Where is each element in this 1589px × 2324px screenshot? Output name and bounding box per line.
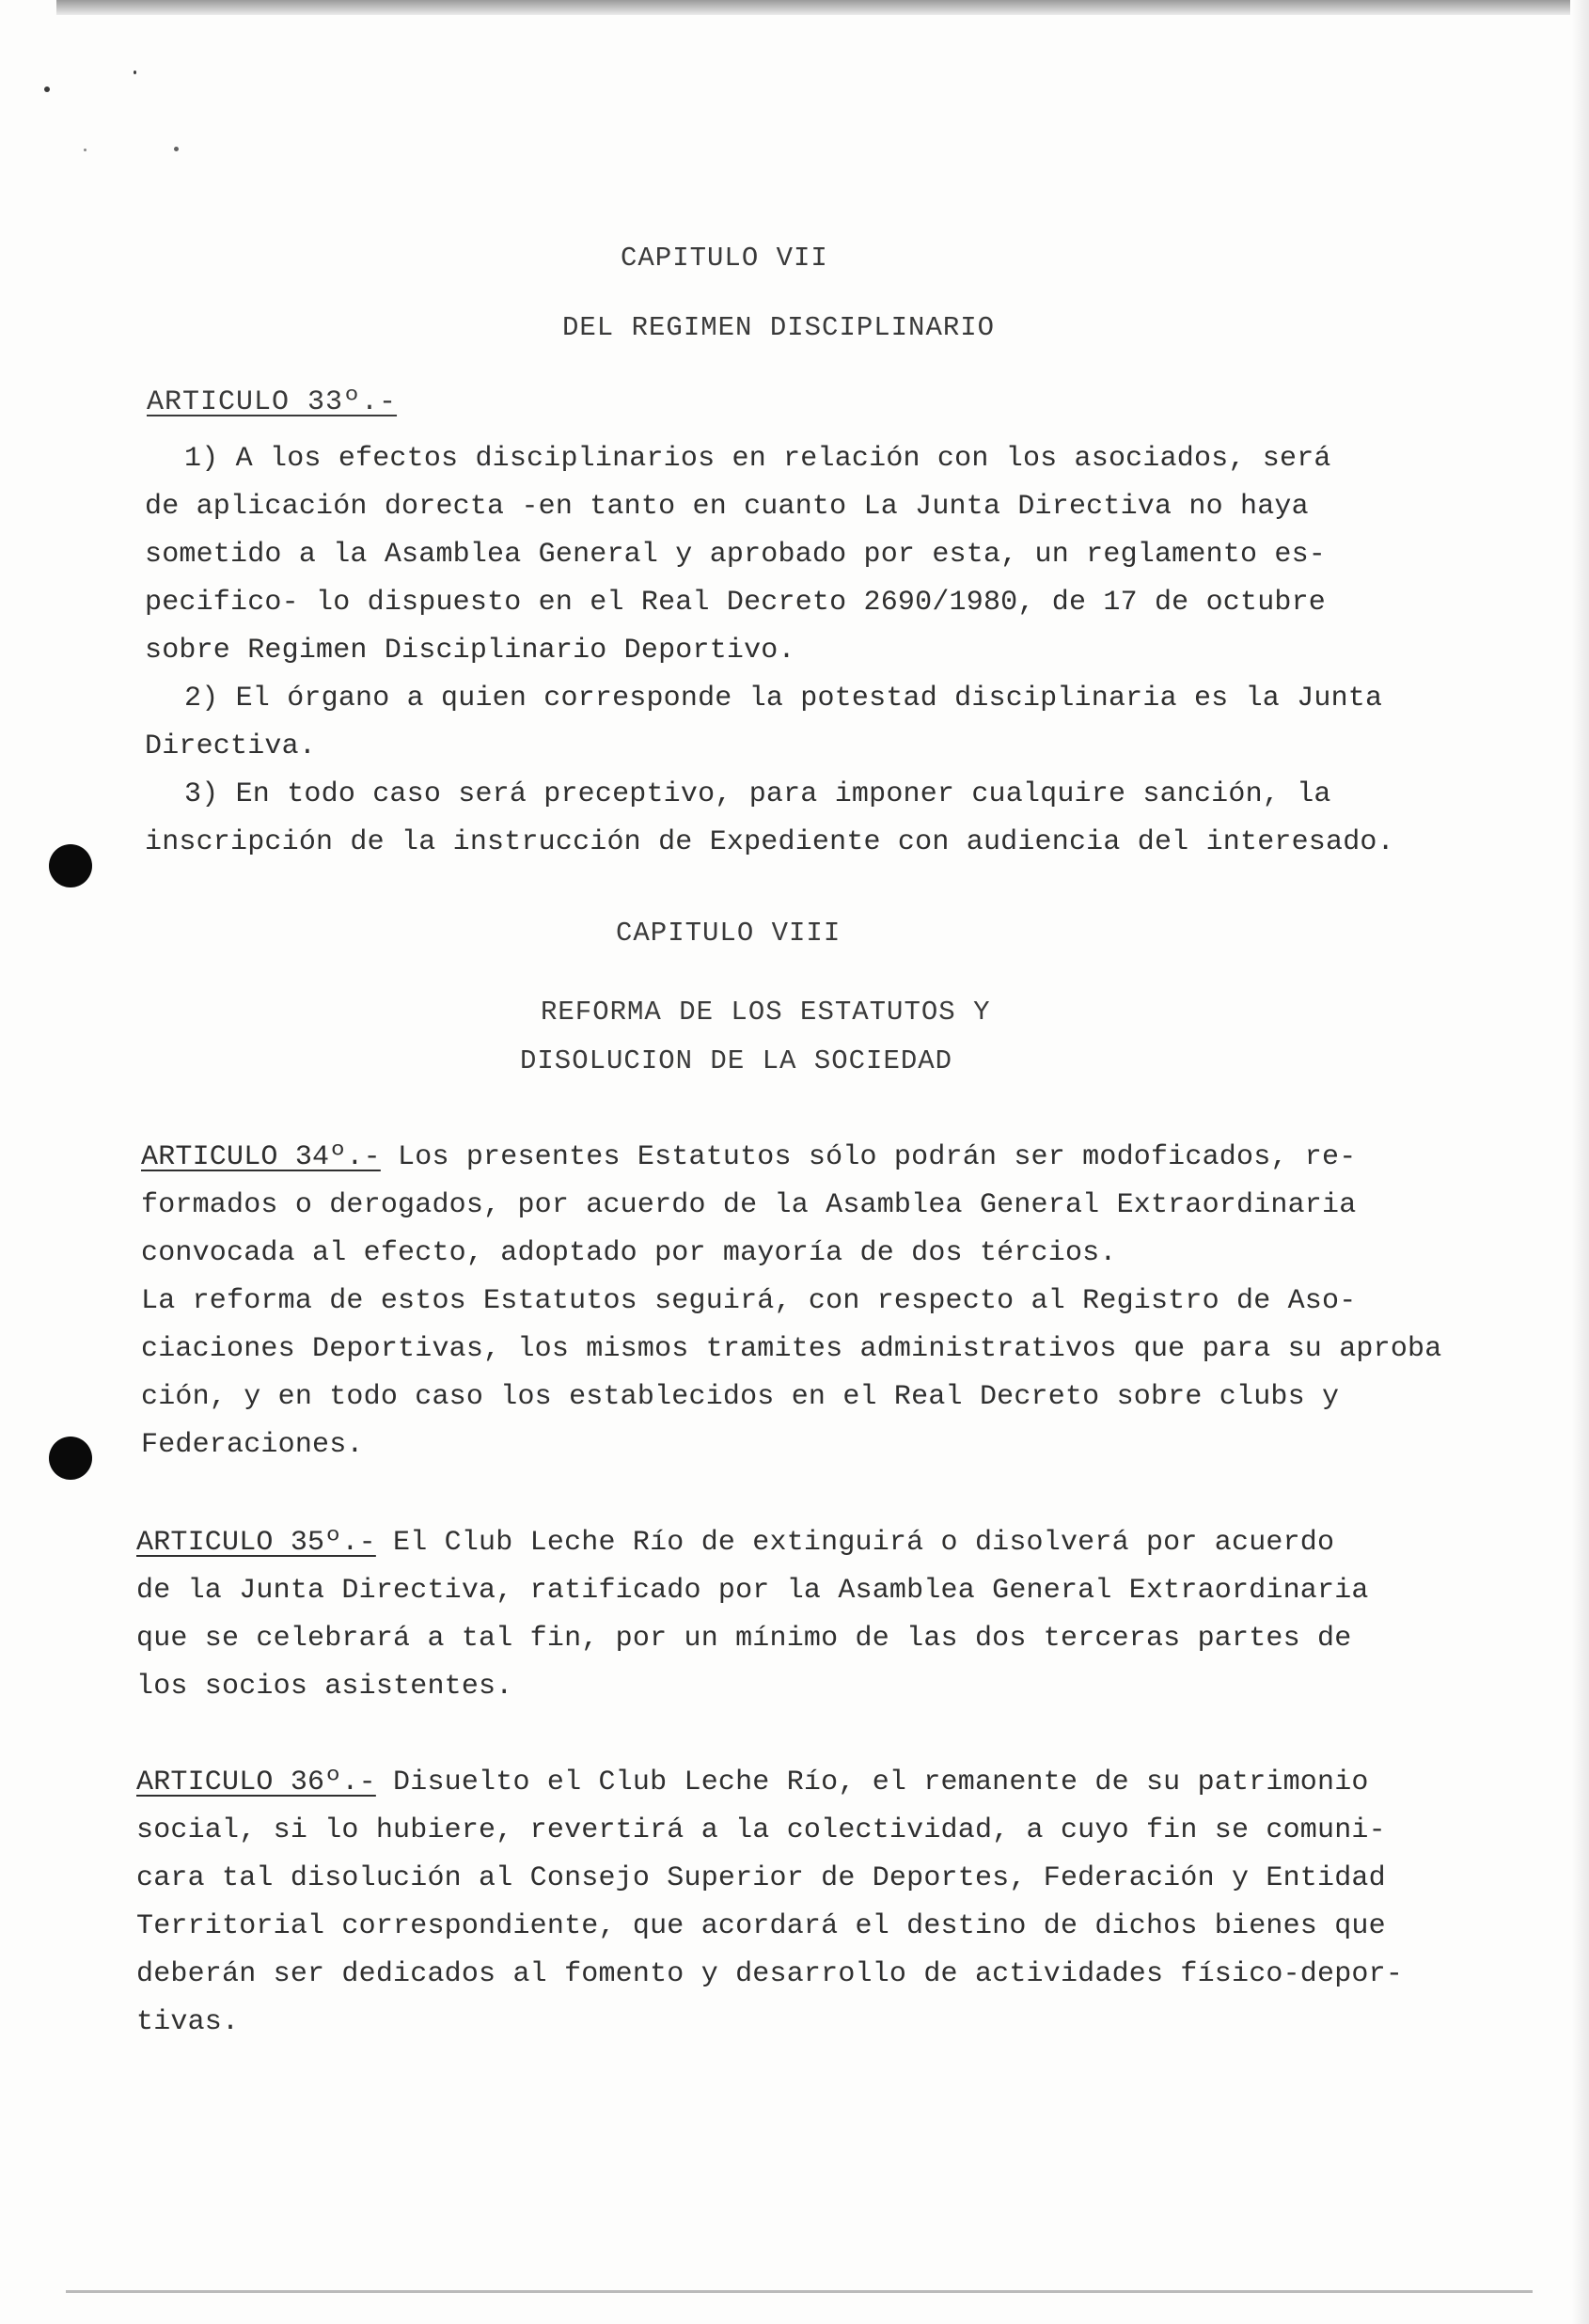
scan-top-shadow bbox=[56, 0, 1570, 15]
article-35-label: ARTICULO 35º.- bbox=[136, 1527, 376, 1559]
article-36-line: deberán ser dedicados al fomento y desarrollo de actividades físico-depor- bbox=[136, 1958, 1404, 1990]
article-36-line: social, si lo hubiere, revertirá a la colectividad, a cuyo fin se comuni- bbox=[136, 1814, 1386, 1846]
article-35-line: los socios asistentes. bbox=[136, 1671, 513, 1703]
chapter-8-subtitle-line-2: DISOLUCION DE LA SOCIEDAD bbox=[520, 1045, 953, 1076]
chapter-7-subtitle: DEL REGIMEN DISCIPLINARIO bbox=[562, 312, 996, 343]
article-35-line: que se celebrará a tal fin, por un mínimo de las dos terceras partes de bbox=[136, 1623, 1352, 1655]
article-33-line: sometido a la Asamblea General y aprobado por esta, un reglamento es- bbox=[145, 539, 1327, 571]
article-34-body bbox=[141, 1134, 1523, 1469]
scan-speck bbox=[134, 71, 136, 74]
scan-speck bbox=[84, 149, 87, 151]
punch-hole-upper bbox=[49, 844, 92, 887]
article-34-line: ciaciones Deportivas, los mismos tramites administrativos que para su aproba bbox=[141, 1333, 1442, 1365]
article-33-line: 2) El órgano a quien corresponde la potestad disciplinaria es la Junta bbox=[184, 683, 1383, 714]
article-34-line: La reforma de estos Estatutos seguirá, con respecto al Registro de Aso- bbox=[141, 1285, 1357, 1317]
article-33-body bbox=[145, 435, 1518, 867]
article-35-first-line-text: El Club Leche Río de extinguirá o disolverá por acuerdo bbox=[393, 1527, 1335, 1559]
article-34-first-line bbox=[141, 1134, 1523, 1182]
article-33-label: ARTICULO 33º.- bbox=[147, 386, 398, 418]
article-36-first-line bbox=[136, 1759, 1537, 1807]
punch-hole-lower bbox=[49, 1437, 92, 1480]
scan-bottom-line bbox=[66, 2290, 1533, 2293]
article-33-line: 3) En todo caso será preceptivo, para imponer cualquire sanción, la bbox=[184, 778, 1331, 810]
article-33-line: inscripción de la instrucción de Expediente con audiencia del interesado. bbox=[145, 826, 1394, 858]
article-33-line: pecifico- lo dispuesto en el Real Decreto 2690/1980, de 17 de octubre bbox=[145, 587, 1327, 619]
article-35-line: de la Junta Directiva, ratificado por la Asamblea General Extraordinaria bbox=[136, 1575, 1369, 1607]
article-36-label: ARTICULO 36º.- bbox=[136, 1767, 376, 1798]
article-36-line: tivas. bbox=[136, 2006, 240, 2038]
article-36-line: cara tal disolución al Consejo Superior de Deportes, Federación y Entidad bbox=[136, 1862, 1386, 1894]
article-35-first-line bbox=[136, 1519, 1523, 1567]
article-35-body bbox=[136, 1519, 1523, 1711]
article-34-line: convocada al efecto, adoptado por mayoría de dos tércios. bbox=[141, 1237, 1117, 1269]
article-34-line: formados o derogados, por acuerdo de la Asamblea General Extraordinaria bbox=[141, 1189, 1357, 1221]
article-33-line: 1) A los efectos disciplinarios en relación con los asociados, será bbox=[184, 443, 1331, 475]
article-36-line: Territorial correspondiente, que acordará el destino de dichos bienes que bbox=[136, 1910, 1386, 1942]
chapter-7-title: CAPITULO VII bbox=[621, 243, 828, 274]
article-34-line: ción, y en todo caso los establecidos en el Real Decreto sobre clubs y bbox=[141, 1381, 1340, 1413]
scan-speck bbox=[44, 86, 50, 92]
scan-right-edge bbox=[1572, 0, 1589, 2324]
chapter-8-title: CAPITULO VIII bbox=[616, 918, 842, 949]
article-33-line: de aplicación dorecta -en tanto en cuanto La Junta Directiva no haya bbox=[145, 491, 1309, 523]
chapter-8-subtitle-line-1: REFORMA DE LOS ESTATUTOS Y bbox=[541, 997, 991, 1028]
article-34-label: ARTICULO 34º.- bbox=[141, 1141, 381, 1173]
article-36-body bbox=[136, 1759, 1537, 2047]
article-34-line: Federaciones. bbox=[141, 1429, 364, 1461]
article-33-line: Directiva. bbox=[145, 730, 317, 762]
scan-speck bbox=[174, 147, 179, 151]
article-33-line: sobre Regimen Disciplinario Deportivo. bbox=[145, 635, 795, 667]
article-36-first-line-text: Disuelto el Club Leche Río, el remanente de su patrimonio bbox=[393, 1767, 1369, 1798]
article-34-first-line-text: Los presentes Estatutos sólo podrán ser modoficados, re- bbox=[398, 1141, 1357, 1173]
